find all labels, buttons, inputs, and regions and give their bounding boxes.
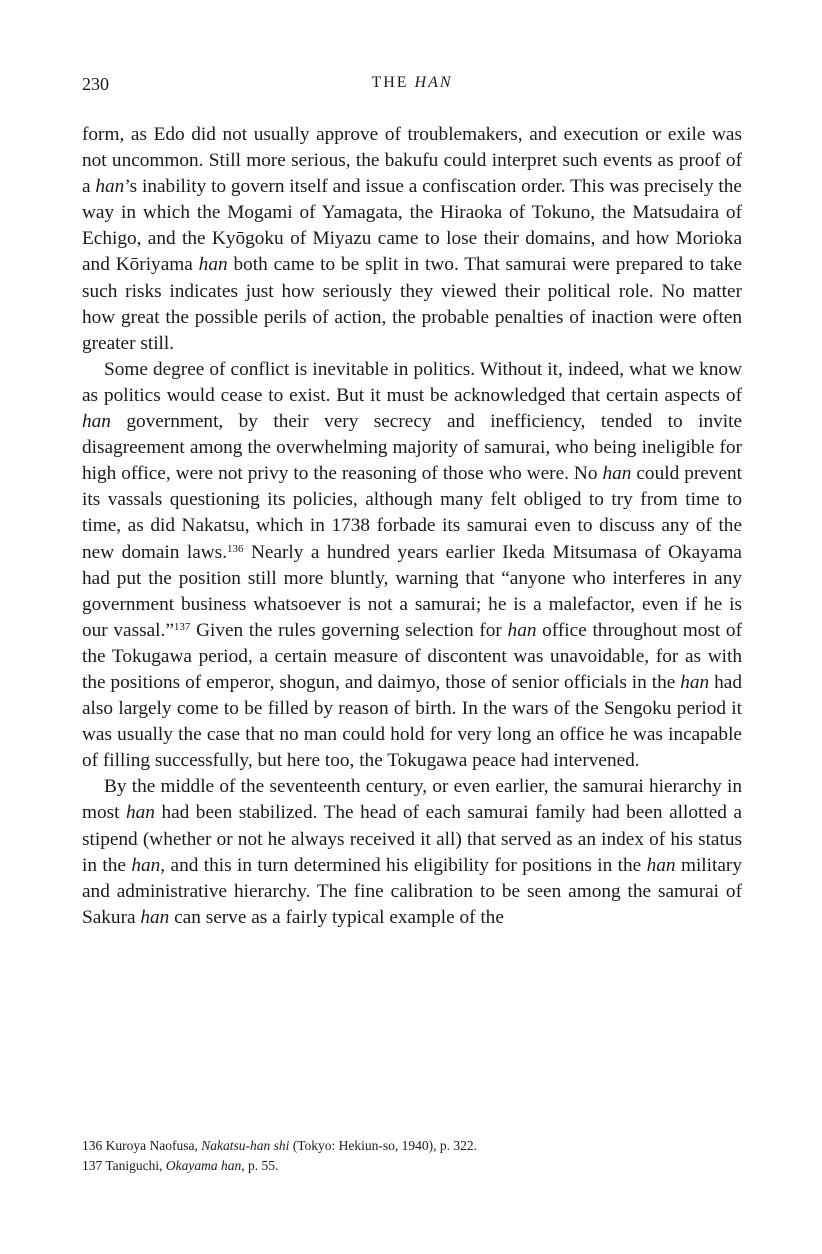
text-run: 136 Kuroya Naofusa, (82, 1138, 202, 1153)
text-run: ’s inability to govern itself and issue a confiscation order. This was precisely the way in which the Mogami of Yamagata, the Hiraoka of Tokuno, the Matsudaira of Echigo, and the Kyōgoku of Miyazu came to lose their domains, and how Morioka and Kōriyama (82, 176, 742, 276)
text-run: By the middle of the seventeenth century, or even earlier, the samurai hierarchy in most (82, 776, 742, 824)
italic-term: han (95, 176, 125, 198)
text-run: government, by their very secrecy and inefficiency, tended to invite disagreement among the overwhelming majority of samurai, who being ineligible for high office, were not privy to the reasoning of those who were. No (82, 411, 742, 485)
text-run: , p. 55. (241, 1158, 279, 1173)
text-run: had also largely come to be filled by reason of birth. In the wars of the Sengoku period it was usually the case that no man could hold for very long an office he was incapable of filling successfully, but here too, the Tokugawa peace had intervened. (82, 671, 742, 772)
italic-term: han (82, 411, 111, 433)
text-run: (Tokyo: Hekiun-so, 1940), p. 322. (289, 1138, 478, 1153)
text-run: 137 Taniguchi, (82, 1158, 166, 1173)
italic-term: Okayama han (165, 1158, 242, 1173)
footnote-137 (82, 1156, 742, 1176)
footnote-ref: 137 (173, 620, 191, 633)
running-head-italic: HAN (414, 74, 453, 91)
italic-term: han (507, 619, 537, 641)
italic-term: han (126, 802, 155, 824)
italic-term: han (680, 671, 710, 693)
body-text (82, 122, 742, 931)
text-run: office throughout most of the Tokugawa period, a certain measure of discontent was unavoidable, for as with the positions of emperor, shogun, and daimyo, those of senior officials in the (82, 619, 742, 693)
text-run: both came to be split in two. That samurai were prepared to take such risks indicates just how seriously they viewed their political role. No matter how great the possible perils of action, the probable penalties of inaction were often greater still. (82, 254, 742, 354)
text-run: form, as Edo did not usually approve of troublemakers, and execution or exile was not uncommon. Still more serious, the bakufu could interpret such events as proof of a (82, 124, 742, 198)
text-run: military and administrative hierarchy. The fine calibration to be seen among the samurai of Sakura (82, 854, 742, 928)
italic-term: han (198, 254, 228, 276)
italic-term: han (131, 854, 161, 876)
paragraph-1 (82, 122, 742, 357)
italic-term: han (646, 854, 676, 876)
text-run: can serve as a fairly typical example of the (169, 906, 504, 928)
text-run: Given the rules governing selection for (190, 619, 508, 641)
paragraph-3 (82, 774, 742, 931)
running-head (82, 74, 742, 92)
paragraph-2 (82, 357, 742, 775)
footnote-ref: 136 (227, 542, 244, 555)
italic-term: han (140, 906, 170, 928)
italic-term: Nakatsu-han shi (201, 1138, 290, 1153)
text-run: Some degree of conflict is inevitable in politics. Without it, indeed, what we know as politics would cease to exist. But it must be acknowledged that certain aspects of (82, 358, 742, 406)
text-run: Nearly a hundred years earlier Ikeda Mitsumasa of Okayama had put the position still more bluntly, warning that “anyone who interferes in any government business whatsoever is not a samurai; he is a malefactor, even if he is our vassal.” (82, 541, 742, 641)
page-header (82, 74, 742, 98)
text-run: had been stabilized. The head of each samurai family had been allotted a stipend (whether or not he always received it all) that served as an index of his status in the (82, 802, 742, 876)
page-number: 230 (82, 74, 109, 94)
text-run: , and this in turn determined his eligibility for positions in the (160, 854, 647, 876)
footnotes (82, 1136, 742, 1176)
italic-term: han (602, 463, 632, 485)
text-run: could prevent its vassals questioning its policies, although many felt obliged to try from time to time, as did Nakatsu, which in 1738 forbade its samurai even to discuss any of the new domain laws. (82, 463, 743, 563)
footnote-136 (82, 1136, 742, 1156)
running-head-prefix: THE (371, 74, 415, 91)
